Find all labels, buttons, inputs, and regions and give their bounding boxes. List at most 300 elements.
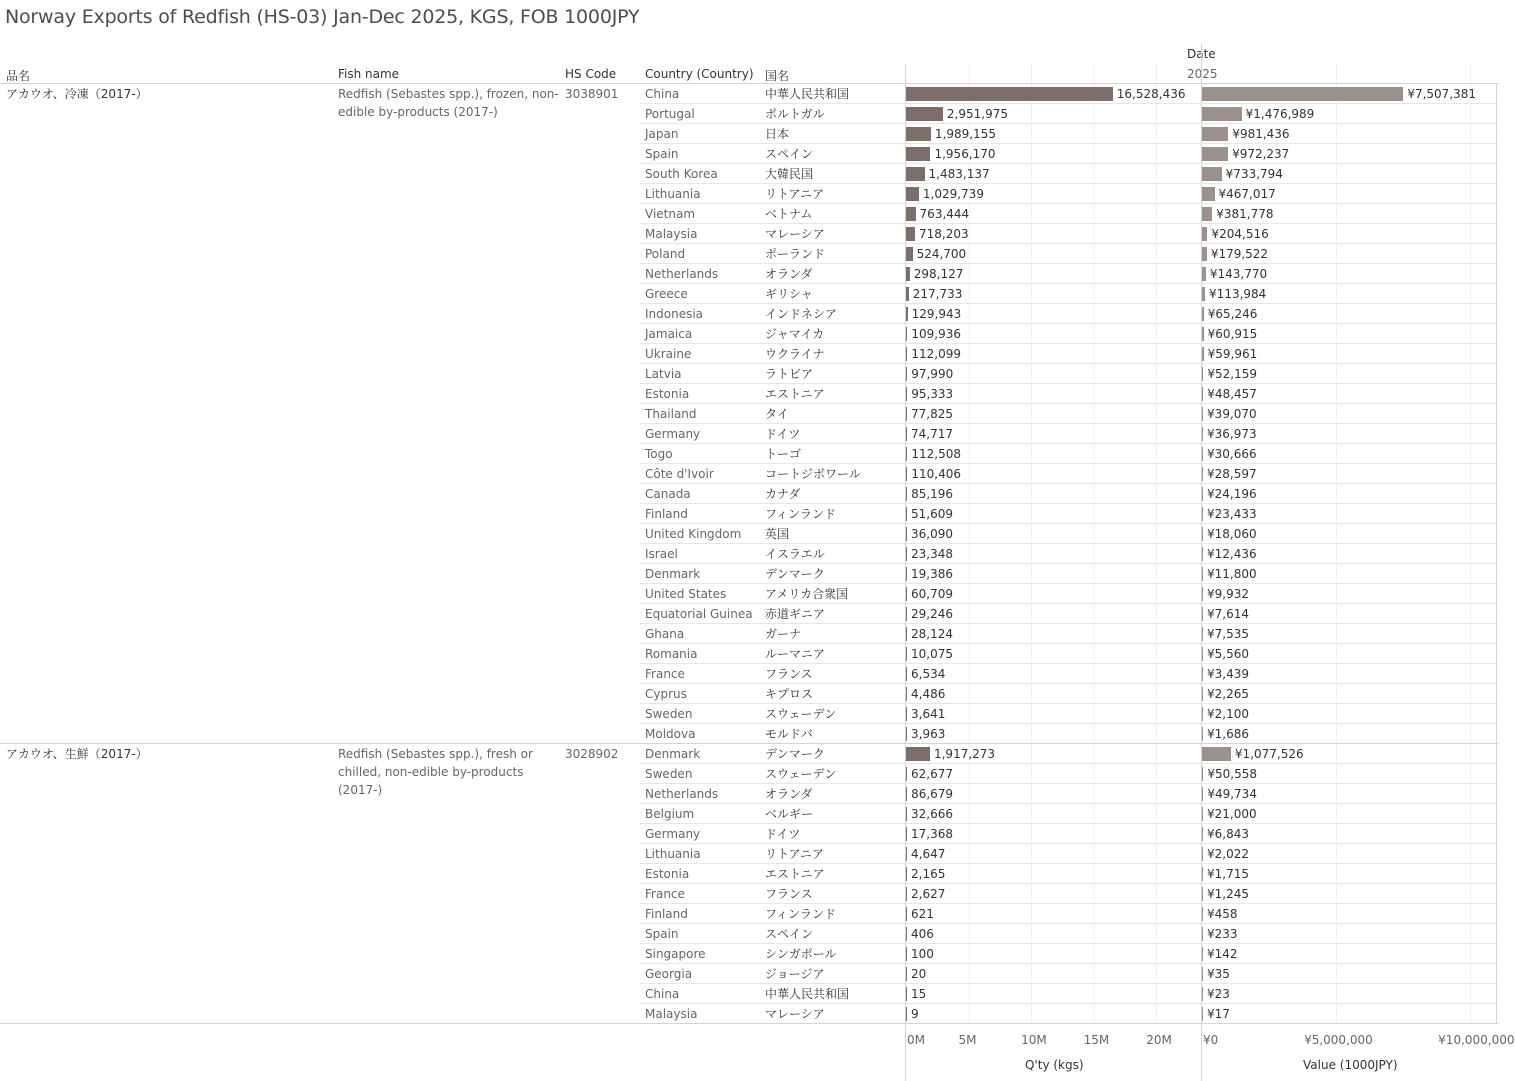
value-label: ¥18,060 [1207, 527, 1257, 541]
value-bar[interactable] [1202, 507, 1203, 521]
country-name: Spain [645, 147, 679, 161]
qty-bar[interactable] [906, 167, 925, 181]
country-name: Denmark [645, 567, 701, 581]
value-bar[interactable] [1202, 87, 1403, 101]
country-name: Belgium [645, 807, 695, 821]
qty-bar[interactable] [906, 787, 907, 801]
qty-bar[interactable] [906, 867, 907, 881]
table-row[interactable] [0, 204, 1499, 224]
qty-bar[interactable] [906, 127, 931, 141]
country-name: Sweden [645, 767, 693, 781]
value-bar[interactable] [1202, 547, 1203, 561]
table-row[interactable] [0, 444, 1499, 464]
table-row[interactable] [0, 84, 1499, 104]
table-row[interactable] [0, 684, 1499, 704]
value-bar[interactable] [1202, 567, 1203, 581]
value-bar[interactable] [1202, 367, 1203, 381]
country-name: Portugal [645, 107, 695, 121]
value-bar[interactable] [1202, 827, 1203, 841]
table-row[interactable] [0, 184, 1499, 204]
value-label: ¥142 [1207, 947, 1238, 961]
value-label: ¥1,077,526 [1234, 747, 1304, 761]
value-label: ¥2,265 [1207, 687, 1249, 701]
table-row[interactable] [0, 744, 1499, 764]
value-label: ¥179,522 [1210, 247, 1269, 261]
value-bar[interactable] [1202, 727, 1203, 741]
qty-bar[interactable] [906, 387, 907, 401]
country-name: Lithuania [645, 847, 701, 861]
country-jp-name: ポーランド [765, 247, 826, 261]
qty-bar[interactable] [906, 547, 907, 561]
country-header[interactable]: Country (Country) [645, 67, 754, 81]
value-bar[interactable] [1202, 907, 1203, 921]
value-label: ¥1,476,989 [1245, 107, 1315, 121]
qty-bar[interactable] [906, 767, 907, 781]
value-label: ¥733,794 [1225, 167, 1283, 181]
value-bar[interactable] [1202, 707, 1203, 721]
value-bar[interactable] [1202, 587, 1203, 601]
table-row[interactable] [0, 164, 1499, 184]
table-row[interactable] [0, 144, 1499, 164]
country-name: Malaysia [645, 1007, 698, 1021]
country-name: Georgia [645, 967, 693, 981]
qty-bar[interactable] [906, 467, 907, 481]
qty-bar[interactable] [906, 227, 915, 241]
country-jp-name: マレーシア [765, 227, 825, 241]
country-jp-name: オランダ [765, 267, 813, 281]
qty-bar[interactable] [906, 847, 907, 861]
country-name: Estonia [645, 867, 690, 881]
qty-bar[interactable] [906, 427, 907, 441]
table-row[interactable] [0, 964, 1499, 984]
table-row[interactable] [0, 564, 1499, 584]
table-row[interactable] [0, 764, 1499, 784]
country-jp-name: コートジボワール [765, 467, 861, 481]
value-label: ¥972,237 [1232, 147, 1290, 161]
hs-code-header[interactable]: HS Code [565, 67, 617, 81]
qty-bar[interactable] [906, 967, 907, 981]
value-label: ¥458 [1207, 907, 1238, 921]
value-bar[interactable] [1202, 967, 1203, 981]
country-jp-name: タイ [765, 407, 789, 421]
table-row[interactable] [0, 884, 1499, 904]
table-row[interactable] [0, 584, 1499, 604]
qty-bar[interactable] [906, 747, 930, 761]
qty-label: 1,956,170 [934, 147, 996, 161]
table-row[interactable] [0, 704, 1499, 724]
qty-bar[interactable] [906, 87, 1113, 101]
country-jp-name: ジョージア [765, 967, 825, 981]
table-row[interactable] [0, 364, 1499, 384]
country-jp-name: ジャマイカ [765, 327, 825, 341]
qty-bar[interactable] [906, 287, 909, 301]
qty-bar[interactable] [906, 147, 930, 161]
value-bar[interactable] [1202, 287, 1205, 301]
qty-bar[interactable] [906, 947, 907, 961]
value-bar[interactable] [1202, 207, 1212, 221]
qty-bar[interactable] [906, 267, 910, 281]
value-axis-tick: ¥5,000,000 [1304, 1033, 1373, 1047]
value-bar[interactable] [1202, 747, 1231, 761]
country-name: Côte d'Ivoir [645, 467, 714, 481]
value-bar[interactable] [1202, 527, 1203, 541]
country-jp-name: ベトナム [765, 207, 813, 221]
qty-label: 217,733 [912, 287, 963, 301]
value-bar[interactable] [1202, 867, 1203, 881]
country-name: Equatorial Guinea [645, 607, 753, 621]
value-label: ¥3,439 [1207, 667, 1249, 681]
value-label: ¥23 [1207, 987, 1230, 1001]
value-bar[interactable] [1202, 607, 1203, 621]
qty-label: 298,127 [913, 267, 964, 281]
qty-label: 4,647 [911, 847, 946, 861]
qty-label: 95,333 [911, 387, 954, 401]
country-jp-name: オランダ [765, 787, 813, 801]
qty-bar[interactable] [906, 447, 907, 461]
qty-label: 9 [911, 1007, 919, 1021]
qty-bar[interactable] [906, 647, 907, 661]
qty-label: 3,641 [911, 707, 946, 721]
qty-label: 2,951,975 [946, 107, 1008, 121]
country-jp-header[interactable]: 国名 [765, 69, 790, 83]
qty-label: 36,090 [911, 527, 953, 541]
country-name: Poland [645, 247, 686, 261]
table-row[interactable] [0, 104, 1499, 124]
value-bar[interactable] [1202, 987, 1203, 1001]
table-row[interactable] [0, 784, 1499, 804]
qty-label: 74,717 [911, 427, 953, 441]
value-bar[interactable] [1202, 947, 1203, 961]
value-label: ¥143,770 [1209, 267, 1268, 281]
value-bar[interactable] [1202, 627, 1203, 641]
country-jp-name: 中華人民共和国 [765, 87, 850, 101]
country-jp-name: リトアニア [765, 187, 825, 201]
country-jp-name: 大韓民国 [765, 167, 814, 181]
country-jp-name: イスラエル [765, 547, 825, 561]
country-jp-name: ドイツ [765, 827, 801, 841]
qty-bar[interactable] [906, 887, 907, 901]
value-label: ¥52,159 [1207, 367, 1258, 381]
qty-bar[interactable] [906, 507, 907, 521]
country-name: Denmark [645, 747, 701, 761]
qty-label: 86,679 [911, 787, 954, 801]
qty-bar[interactable] [906, 707, 907, 721]
table-row[interactable] [0, 524, 1499, 544]
value-bar[interactable] [1202, 467, 1203, 481]
country-name: Finland [645, 907, 688, 921]
value-bar[interactable] [1202, 807, 1203, 821]
country-jp-name: エストニア [765, 387, 825, 401]
table-row[interactable] [0, 864, 1499, 884]
value-bar[interactable] [1202, 267, 1206, 281]
country-jp-name: リトアニア [765, 847, 825, 861]
qty-bar[interactable] [906, 607, 907, 621]
qty-label: 62,677 [911, 767, 953, 781]
country-name: France [645, 887, 685, 901]
table-row[interactable] [0, 904, 1499, 924]
country-jp-name: 中華人民共和国 [765, 987, 850, 1001]
table-row[interactable] [0, 324, 1499, 344]
qty-label: 112,099 [911, 347, 962, 361]
country-name: Netherlands [645, 787, 719, 801]
qty-label: 100 [911, 947, 934, 961]
fish-name-header[interactable]: Fish name [338, 67, 400, 81]
value-bar[interactable] [1202, 927, 1203, 941]
table-row[interactable] [0, 244, 1499, 264]
qty-label: 621 [911, 907, 934, 921]
table-row[interactable] [0, 484, 1499, 504]
value-bar[interactable] [1202, 887, 1203, 901]
country-jp-name: デンマーク [765, 567, 825, 581]
qty-bar[interactable] [906, 687, 907, 701]
qty-label: 15 [911, 987, 927, 1001]
value-label: ¥21,000 [1207, 807, 1257, 821]
qty-label: 29,246 [911, 607, 953, 621]
qty-bar[interactable] [906, 807, 907, 821]
qty-bar[interactable] [906, 1007, 907, 1021]
country-jp-name: ドイツ [765, 427, 801, 441]
table-row[interactable] [0, 844, 1499, 864]
country-name: France [645, 667, 685, 681]
country-name: Canada [645, 487, 691, 501]
country-jp-name: ラトビア [765, 367, 814, 381]
country-jp-name: スペイン [765, 927, 814, 941]
country-name: Lithuania [645, 187, 701, 201]
table-row[interactable] [0, 464, 1499, 484]
country-name: Japan [645, 127, 679, 141]
value-label: ¥1,245 [1207, 887, 1249, 901]
value-bar[interactable] [1202, 767, 1203, 781]
qty-label: 51,609 [911, 507, 953, 521]
qty-bar[interactable] [906, 247, 913, 261]
value-bar[interactable] [1202, 667, 1203, 681]
country-jp-name: スウェーデン [765, 767, 837, 781]
qty-bar[interactable] [906, 587, 907, 601]
country-name: Spain [645, 927, 679, 941]
table-row[interactable] [0, 404, 1499, 424]
table-row[interactable] [0, 224, 1499, 244]
qty-bar[interactable] [906, 627, 907, 641]
qty-label: 28,124 [911, 627, 953, 641]
qty-label: 763,444 [919, 207, 970, 221]
qty-label: 77,825 [911, 407, 953, 421]
table-row[interactable] [0, 984, 1499, 1004]
country-jp-name: スペイン [765, 147, 814, 161]
value-bar[interactable] [1202, 687, 1203, 701]
country-jp-name: フランス [765, 887, 813, 901]
value-label: ¥12,436 [1207, 547, 1257, 561]
qty-label: 3,963 [911, 727, 946, 741]
table-row[interactable] [0, 304, 1499, 324]
value-label: ¥17 [1207, 1007, 1230, 1021]
qty-label: 23,348 [911, 547, 953, 561]
value-bar[interactable] [1202, 447, 1203, 461]
value-label: ¥35 [1207, 967, 1230, 981]
country-jp-name: ガーナ [765, 627, 802, 641]
value-bar[interactable] [1202, 307, 1204, 321]
value-bar[interactable] [1202, 147, 1228, 161]
qty-label: 1,917,273 [933, 747, 996, 761]
value-label: ¥7,535 [1207, 627, 1249, 641]
country-jp-name: フィンランド [765, 507, 837, 521]
qty-axis-tick: 10M [1021, 1033, 1047, 1047]
value-bar[interactable] [1202, 227, 1207, 241]
table-row[interactable] [0, 1004, 1499, 1024]
table-row[interactable] [0, 824, 1499, 844]
qty-label: 10,075 [911, 647, 953, 661]
qty-bar[interactable] [906, 367, 907, 381]
value-axis-tick: ¥0 [1203, 1033, 1219, 1047]
value-label: ¥48,457 [1207, 387, 1257, 401]
value-label: ¥23,433 [1207, 507, 1257, 521]
year-header: 2025 [1187, 67, 1218, 81]
table-row[interactable] [0, 424, 1499, 444]
value-label: ¥36,973 [1207, 427, 1257, 441]
value-bar[interactable] [1202, 247, 1207, 261]
table-row[interactable] [0, 724, 1499, 744]
country-jp-name: ルーマニア [765, 647, 826, 661]
qty-label: 1,989,155 [934, 127, 996, 141]
country-name: Germany [645, 827, 701, 841]
qty-label: 6,534 [911, 667, 946, 681]
hs-code: 3028902 [565, 747, 619, 761]
qty-label: 20 [911, 967, 927, 981]
value-bar[interactable] [1202, 647, 1203, 661]
value-bar[interactable] [1202, 127, 1228, 141]
qty-bar[interactable] [906, 107, 943, 121]
qty-label: 97,990 [911, 367, 954, 381]
qty-bar[interactable] [906, 307, 908, 321]
country-name: Romania [645, 647, 698, 661]
country-name: Thailand [645, 407, 697, 421]
country-jp-name: トーゴ [765, 447, 802, 461]
value-label: ¥30,666 [1207, 447, 1257, 461]
country-name: United Kingdom [645, 527, 742, 541]
country-jp-name: シンガポール [765, 947, 837, 961]
qty-bar[interactable] [906, 527, 907, 541]
country-name: United States [645, 587, 727, 601]
value-bar[interactable] [1202, 387, 1203, 401]
table-row[interactable] [0, 664, 1499, 684]
country-jp-name: ギリシャ [765, 287, 813, 301]
country-name: Israel [645, 547, 678, 561]
value-label: ¥381,778 [1216, 207, 1274, 221]
qty-label: 32,666 [911, 807, 953, 821]
table-row[interactable] [0, 124, 1499, 144]
country-name: Moldova [645, 727, 696, 741]
country-name: Finland [645, 507, 688, 521]
value-bar[interactable] [1202, 787, 1203, 801]
table-row[interactable] [0, 264, 1499, 284]
table-row[interactable] [0, 544, 1499, 564]
country-name: Togo [645, 447, 673, 461]
qty-bar[interactable] [906, 827, 907, 841]
value-bar[interactable] [1202, 1007, 1203, 1021]
qty-bar[interactable] [906, 987, 907, 1001]
country-jp-name: 赤道ギニア [765, 607, 826, 621]
qty-axis-tick: 5M [958, 1033, 977, 1047]
qty-bar[interactable] [906, 927, 907, 941]
qty-label: 2,165 [911, 867, 946, 881]
qty-axis-title: Q'ty (kgs) [1025, 1058, 1084, 1072]
table-row[interactable] [0, 504, 1499, 524]
table-row[interactable] [0, 384, 1499, 404]
table-row[interactable] [0, 344, 1499, 364]
value-label: ¥113,984 [1209, 287, 1267, 301]
value-label: ¥1,686 [1207, 727, 1249, 741]
qty-bar[interactable] [906, 187, 919, 201]
product-jp-name: アカウオ、冷凍（2017-） [6, 87, 148, 101]
qty-axis-tick: 20M [1146, 1033, 1172, 1047]
value-bar[interactable] [1202, 327, 1204, 341]
value-label: ¥1,715 [1207, 867, 1249, 881]
qty-bar[interactable] [906, 487, 907, 501]
table-row[interactable] [0, 624, 1499, 644]
qty-bar[interactable] [906, 567, 907, 581]
table-row[interactable] [0, 604, 1499, 624]
qty-bar[interactable] [906, 207, 916, 221]
value-bar[interactable] [1202, 407, 1203, 421]
value-bar[interactable] [1202, 187, 1215, 201]
qty-bar[interactable] [906, 907, 907, 921]
value-axis-title: Value (1000JPY) [1303, 1058, 1398, 1072]
qty-label: 2,627 [911, 887, 946, 901]
value-bar[interactable] [1202, 107, 1242, 121]
value-label: ¥50,558 [1207, 767, 1257, 781]
qty-axis-tick: 15M [1083, 1033, 1110, 1047]
table-row[interactable] [0, 924, 1499, 944]
value-bar[interactable] [1202, 847, 1203, 861]
qty-label: 129,943 [911, 307, 962, 321]
jp-name-header[interactable]: 品名 [6, 69, 31, 83]
country-name: Ukraine [645, 347, 692, 361]
value-label: ¥6,843 [1207, 827, 1249, 841]
qty-bar[interactable] [906, 667, 907, 681]
table-row[interactable] [0, 804, 1499, 824]
value-bar[interactable] [1202, 347, 1204, 361]
qty-label: 718,203 [918, 227, 969, 241]
table-row[interactable] [0, 944, 1499, 964]
qty-label: 60,709 [911, 587, 953, 601]
qty-label: 1,029,739 [922, 187, 984, 201]
value-label: ¥467,017 [1218, 187, 1276, 201]
qty-label: 109,936 [911, 327, 961, 341]
country-jp-name: 日本 [765, 127, 790, 141]
country-jp-name: ベルギー [765, 807, 814, 821]
qty-bar[interactable] [906, 727, 907, 741]
value-bar[interactable] [1202, 427, 1203, 441]
qty-bar[interactable] [906, 327, 907, 341]
value-bar[interactable] [1202, 167, 1222, 181]
hs-code: 3038901 [565, 87, 619, 101]
country-name: Cyprus [645, 687, 687, 701]
value-label: ¥49,734 [1207, 787, 1257, 801]
country-name: Jamaica [645, 327, 693, 341]
country-name: Singapore [645, 947, 706, 961]
qty-bar[interactable] [906, 347, 907, 361]
qty-label: 406 [911, 927, 934, 941]
value-label: ¥5,560 [1207, 647, 1249, 661]
value-label: ¥7,614 [1207, 607, 1249, 621]
country-name: South Korea [645, 167, 718, 181]
table-row[interactable] [0, 644, 1499, 664]
qty-bar[interactable] [906, 407, 907, 421]
value-bar[interactable] [1202, 487, 1203, 501]
table-row[interactable] [0, 284, 1499, 304]
value-label: ¥11,800 [1207, 567, 1257, 581]
country-name: Estonia [645, 387, 690, 401]
qty-label: 16,528,436 [1116, 87, 1186, 101]
